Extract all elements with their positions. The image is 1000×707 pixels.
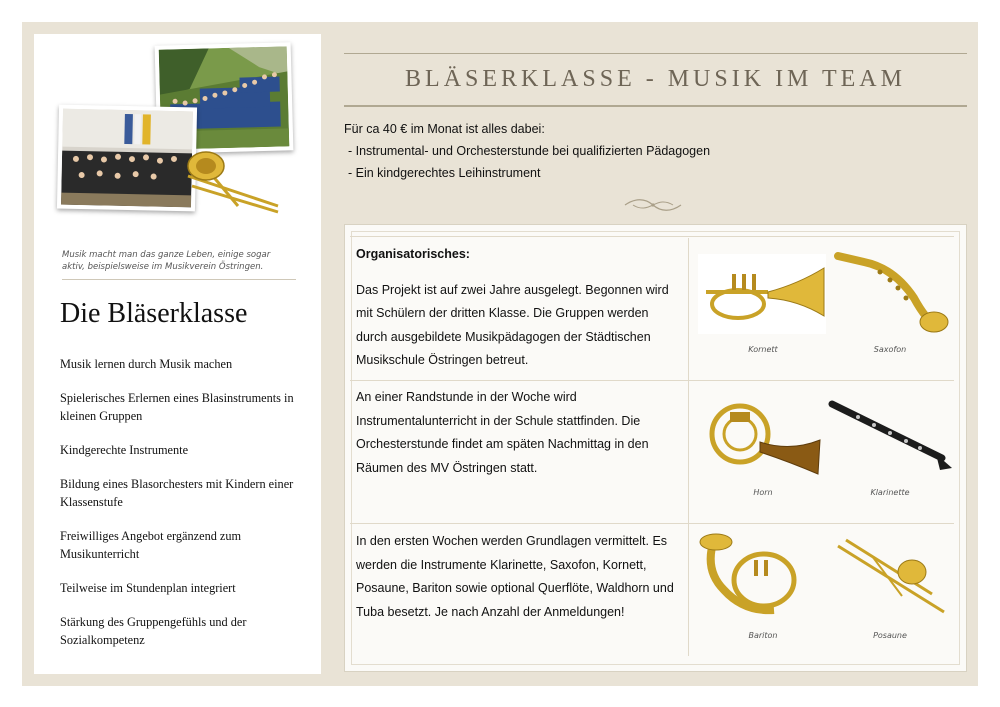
trombone-illustration <box>178 146 288 219</box>
horn-illustration <box>700 392 824 481</box>
saxophone-illustration <box>834 248 952 345</box>
bullet-item: Musik lernen durch Musik machen <box>60 357 233 371</box>
orchestra-photo-indoor <box>57 105 197 212</box>
column-divider <box>688 238 689 656</box>
cornet-illustration <box>698 254 826 339</box>
clarinet-illustration <box>828 396 954 477</box>
row-divider <box>350 380 954 381</box>
info-paragraph: In den ersten Wochen werden Grundlagen vermittelt. Es werden die Instrumente Klarinette, Saxofon, Kornett, Posaune, Bariton sowie optional Querflöte, Waldhorn und Tuba besetzt. Je nach Anzahl der Anmeldungen! <box>356 534 674 619</box>
trombone-instrument-illustration <box>832 536 950 625</box>
intro-item: - Ein kindgerechtes Leihinstrument <box>348 166 541 180</box>
intro-text <box>344 118 710 184</box>
caption-divider <box>62 279 296 280</box>
page-title: BLÄSERKLASSE - MUSIK IM TEAM <box>405 66 906 92</box>
row-divider <box>350 236 954 237</box>
bullet-item: Spielerisches Erlernen eines Blasinstruments in kleinen Gruppen <box>60 391 294 423</box>
label-posaune: Posaune <box>873 631 907 640</box>
info-paragraph: An einer Randstunde in der Woche wird Instrumentalunterricht in der Schule stattfinden. Die Orchesterstunde findet am späten Nachmittag in den Räumen des MV Östringen statt. <box>356 390 649 475</box>
info-section-schedule <box>356 386 676 480</box>
bullet-item: Freiwilliges Angebot ergänzend zum Musikunterricht <box>60 529 242 561</box>
row-divider <box>350 523 954 524</box>
info-section-organisation <box>356 243 676 373</box>
info-paragraph: Das Projekt ist auf zwei Jahre ausgelegt. Begonnen wird mit Schülern der dritten Klasse. Die Gruppen werden durch ausgebildete Musikpädagogen der Städtischen Musikschule Östringen betreut. <box>356 282 669 367</box>
label-kornett: Kornett <box>748 345 778 354</box>
bullet-item: Teilweise im Stundenplan integriert <box>60 581 236 595</box>
bullet-item: Kindgerechte Instrumente <box>60 443 189 457</box>
info-section-instruments <box>356 530 676 624</box>
label-horn: Horn <box>753 488 773 497</box>
baritone-illustration <box>694 530 820 627</box>
info-heading: Organisatorisches: <box>356 247 470 261</box>
intro-lead: Für ca 40 € im Monat ist alles dabei: <box>344 122 545 136</box>
intro-item: - Instrumental- und Orchesterstunde bei qualifizierten Pädagogen <box>348 144 711 158</box>
ornament-icon <box>623 196 683 219</box>
bullet-item: Bildung eines Blasorchesters mit Kindern einer Klassenstufe <box>60 477 294 509</box>
label-bariton: Bariton <box>748 631 778 640</box>
header-rule-bottom <box>344 105 967 107</box>
bullet-item: Stärkung des Gruppengefühls und der Sozialkompetenz <box>60 615 247 647</box>
photo-caption: Musik macht man das ganze Leben, einige sogar aktiv, beispielsweise im Musikverein Östringen. <box>62 250 271 272</box>
sidebar-bullet-list <box>60 355 300 665</box>
header-rule-top <box>344 53 967 54</box>
sidebar-title: Die Bläserklasse <box>60 298 248 329</box>
label-saxofon: Saxofon <box>873 345 907 354</box>
label-klarinette: Klarinette <box>870 488 910 497</box>
